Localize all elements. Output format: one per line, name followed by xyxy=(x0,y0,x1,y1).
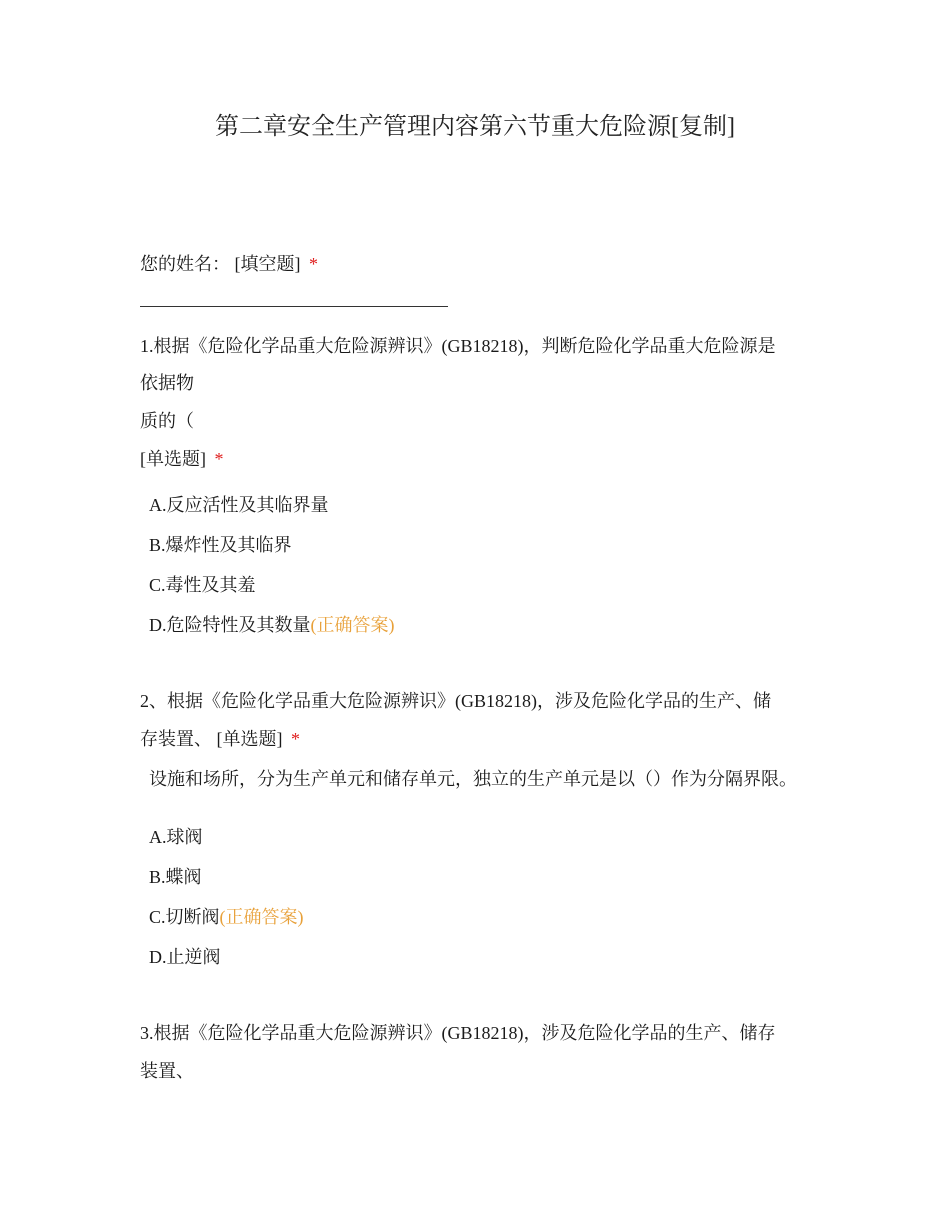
option-text: B.爆炸性及其临界 xyxy=(149,535,292,555)
question-1-text-line-2: 依据物 xyxy=(140,373,194,393)
question-1-type xyxy=(140,446,224,472)
question-2-option-c[interactable] xyxy=(149,904,304,930)
question-2-text-line-2 xyxy=(140,726,300,752)
option-text: A.反应活性及其临界量 xyxy=(149,495,329,515)
question-2-option-d[interactable] xyxy=(149,944,221,970)
question-2-text-line-2-content: 存装置、 xyxy=(140,729,212,749)
page-title: 第二章安全生产管理内容第六节重大危险源[复制] xyxy=(215,114,735,140)
question-3-text-line-1: 3.根据《危险化学品重大危险源辨识》(GB18218)，涉及危险化学品的生产、储存 xyxy=(140,1023,776,1043)
option-text: D.止逆阀 xyxy=(149,947,221,967)
option-text: B.蝶阀 xyxy=(149,867,202,887)
option-text: A.球阀 xyxy=(149,827,203,847)
question-1-option-a[interactable] xyxy=(149,492,329,518)
name-question-type: [填空题] xyxy=(234,254,301,274)
correct-answer-tag: (正确答案) xyxy=(219,907,304,927)
question-1-option-d[interactable] xyxy=(149,612,395,638)
name-question xyxy=(140,251,318,277)
required-mark: * xyxy=(309,254,318,274)
question-1-type-label: [单选题] xyxy=(140,449,206,469)
option-text: D.危险特性及其数量 xyxy=(149,615,311,635)
option-text: C.毒性及其羞 xyxy=(149,575,256,595)
name-question-label: 您的姓名： xyxy=(140,254,230,274)
question-1-option-c[interactable] xyxy=(149,572,256,598)
name-answer-blank[interactable] xyxy=(140,306,448,307)
correct-answer-tag: (正确答案) xyxy=(310,615,395,635)
question-2-type-label: [单选题] xyxy=(216,729,283,749)
question-2-option-b[interactable] xyxy=(149,864,202,890)
question-2-text-line-1: 2、根据《危险化学品重大危险源辨识》(GB18218)，涉及危险化学品的生产、储 xyxy=(140,691,771,711)
required-mark: * xyxy=(214,449,224,469)
required-mark: * xyxy=(291,729,300,749)
option-text: C.切断阀 xyxy=(149,907,220,927)
question-1-text-line-1: 1.根据《危险化学品重大危险源辨识》(GB18218)，判断危险化学品重大危险源是 xyxy=(140,336,776,356)
question-2-option-a[interactable] xyxy=(149,824,203,850)
question-2-description: 设施和场所，分为生产单元和储存单元，独立的生产单元是以（）作为分隔界限。 xyxy=(149,769,797,789)
question-3-text-line-2: 装置、 xyxy=(140,1061,194,1081)
question-1-text-line-3: 质的（ xyxy=(140,411,194,431)
question-1-option-b[interactable] xyxy=(149,532,292,558)
